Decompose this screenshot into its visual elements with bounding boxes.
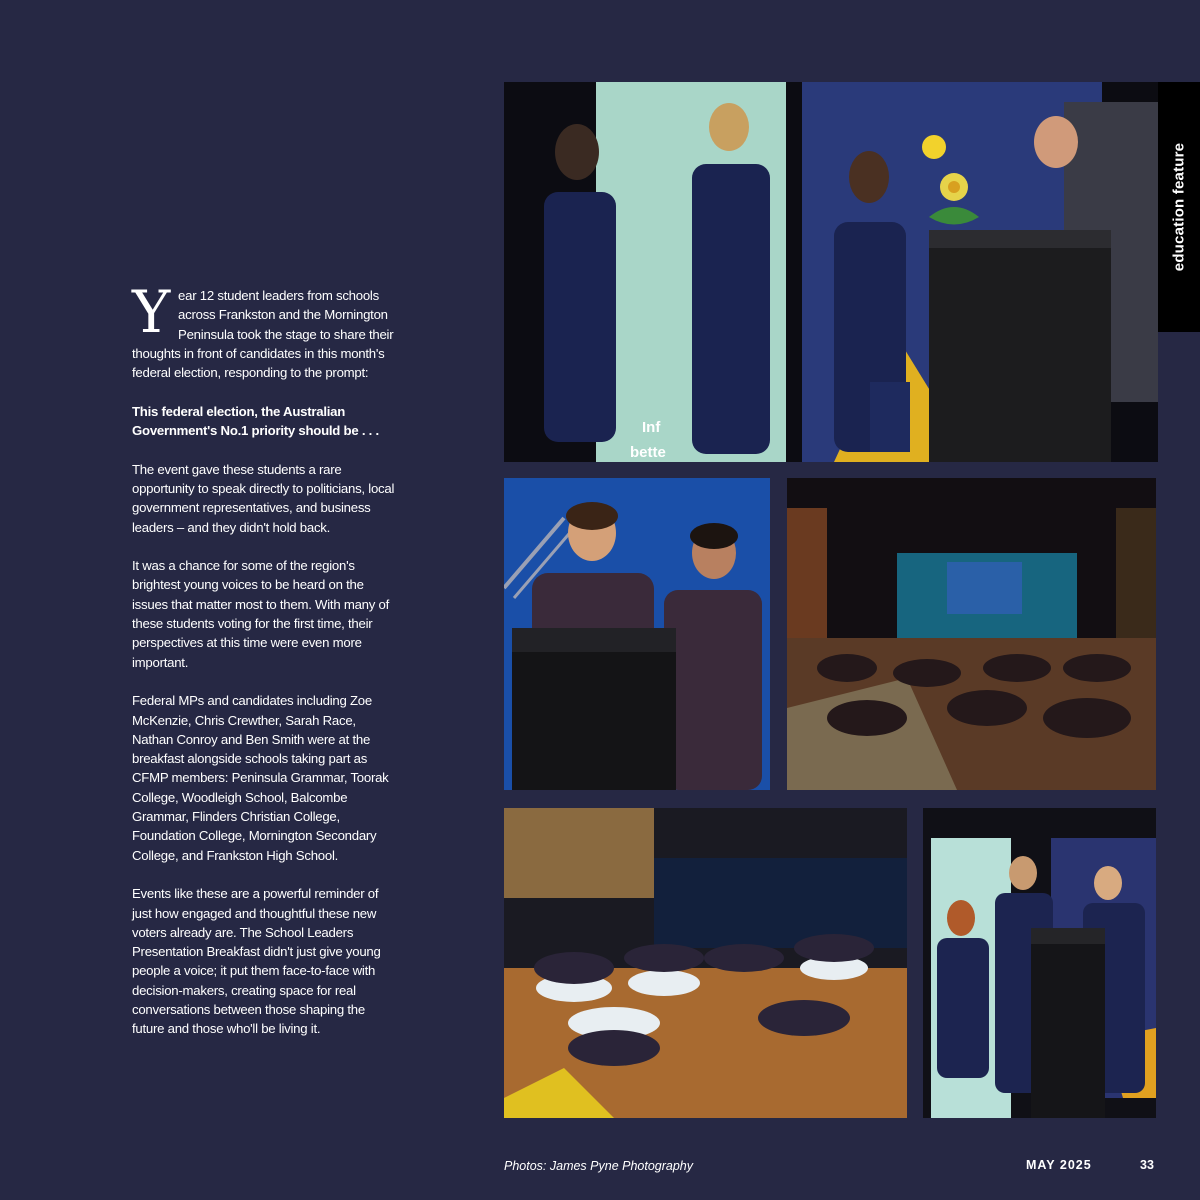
body-paragraph-1: The event gave these students a rare opportunity to speak directly to politicians, local government representatives, and business leaders – and they didn't hold back.	[132, 461, 395, 535]
section-tab	[1158, 82, 1200, 332]
section-tab-label: education feature	[1170, 142, 1188, 272]
photo-students-on-stage	[504, 82, 1158, 462]
prompt-text: This federal election, the Australian Government's No.1 priority should be . . .	[132, 403, 379, 439]
photo-breakfast-tables	[504, 808, 907, 1118]
photo-two-students-lectern	[504, 478, 770, 790]
body-paragraph-2: It was a chance for some of the region's brightest young voices to be heard on the issues that matter most to them. With many of these students voting for the first time, their perspectives at this time were even more important.	[132, 558, 389, 670]
body-paragraph-4: Events like these are a powerful reminder of just how engaged and thoughtful these new voters already are. The School Leaders Presentation Breakfast didn't just give young people a voice; it put them face-to-face with decision-makers, creating space for real conversations between those shaping the future and those who'll be living it.	[132, 886, 381, 1037]
body-paragraph-3: Federal MPs and candidates including Zoe McKenzie, Chris Crewther, Sarah Race, Nathan Conroy and Ben Smith were at the breakfast alongside schools taking part as CFMP members: Peninsula Grammar, Toorak College, Woodleigh School, Balcombe Grammar, Flinders Christian College, Foundation College, Mornington Secondary College, and Frankston High School.	[132, 693, 389, 863]
intro-text: ear 12 student leaders from schools across Frankston and the Mornington Peninsula took the stage to share their thoughts in front of candidates in this month's federal election, responding to the prompt:	[132, 288, 394, 381]
drop-cap: Y	[132, 278, 171, 346]
intro-paragraph	[132, 278, 398, 382]
signage-text-2: bette	[630, 444, 666, 461]
issue-date: MAY 2025	[1026, 1158, 1092, 1172]
article-column	[132, 278, 398, 1058]
photo-three-students	[923, 808, 1156, 1118]
signage-text-1: Inf	[642, 419, 661, 436]
photo-credit: Photos: James Pyne Photography	[504, 1159, 694, 1173]
photo-auditorium-wide	[787, 478, 1156, 790]
page-number: 33	[1140, 1158, 1154, 1172]
